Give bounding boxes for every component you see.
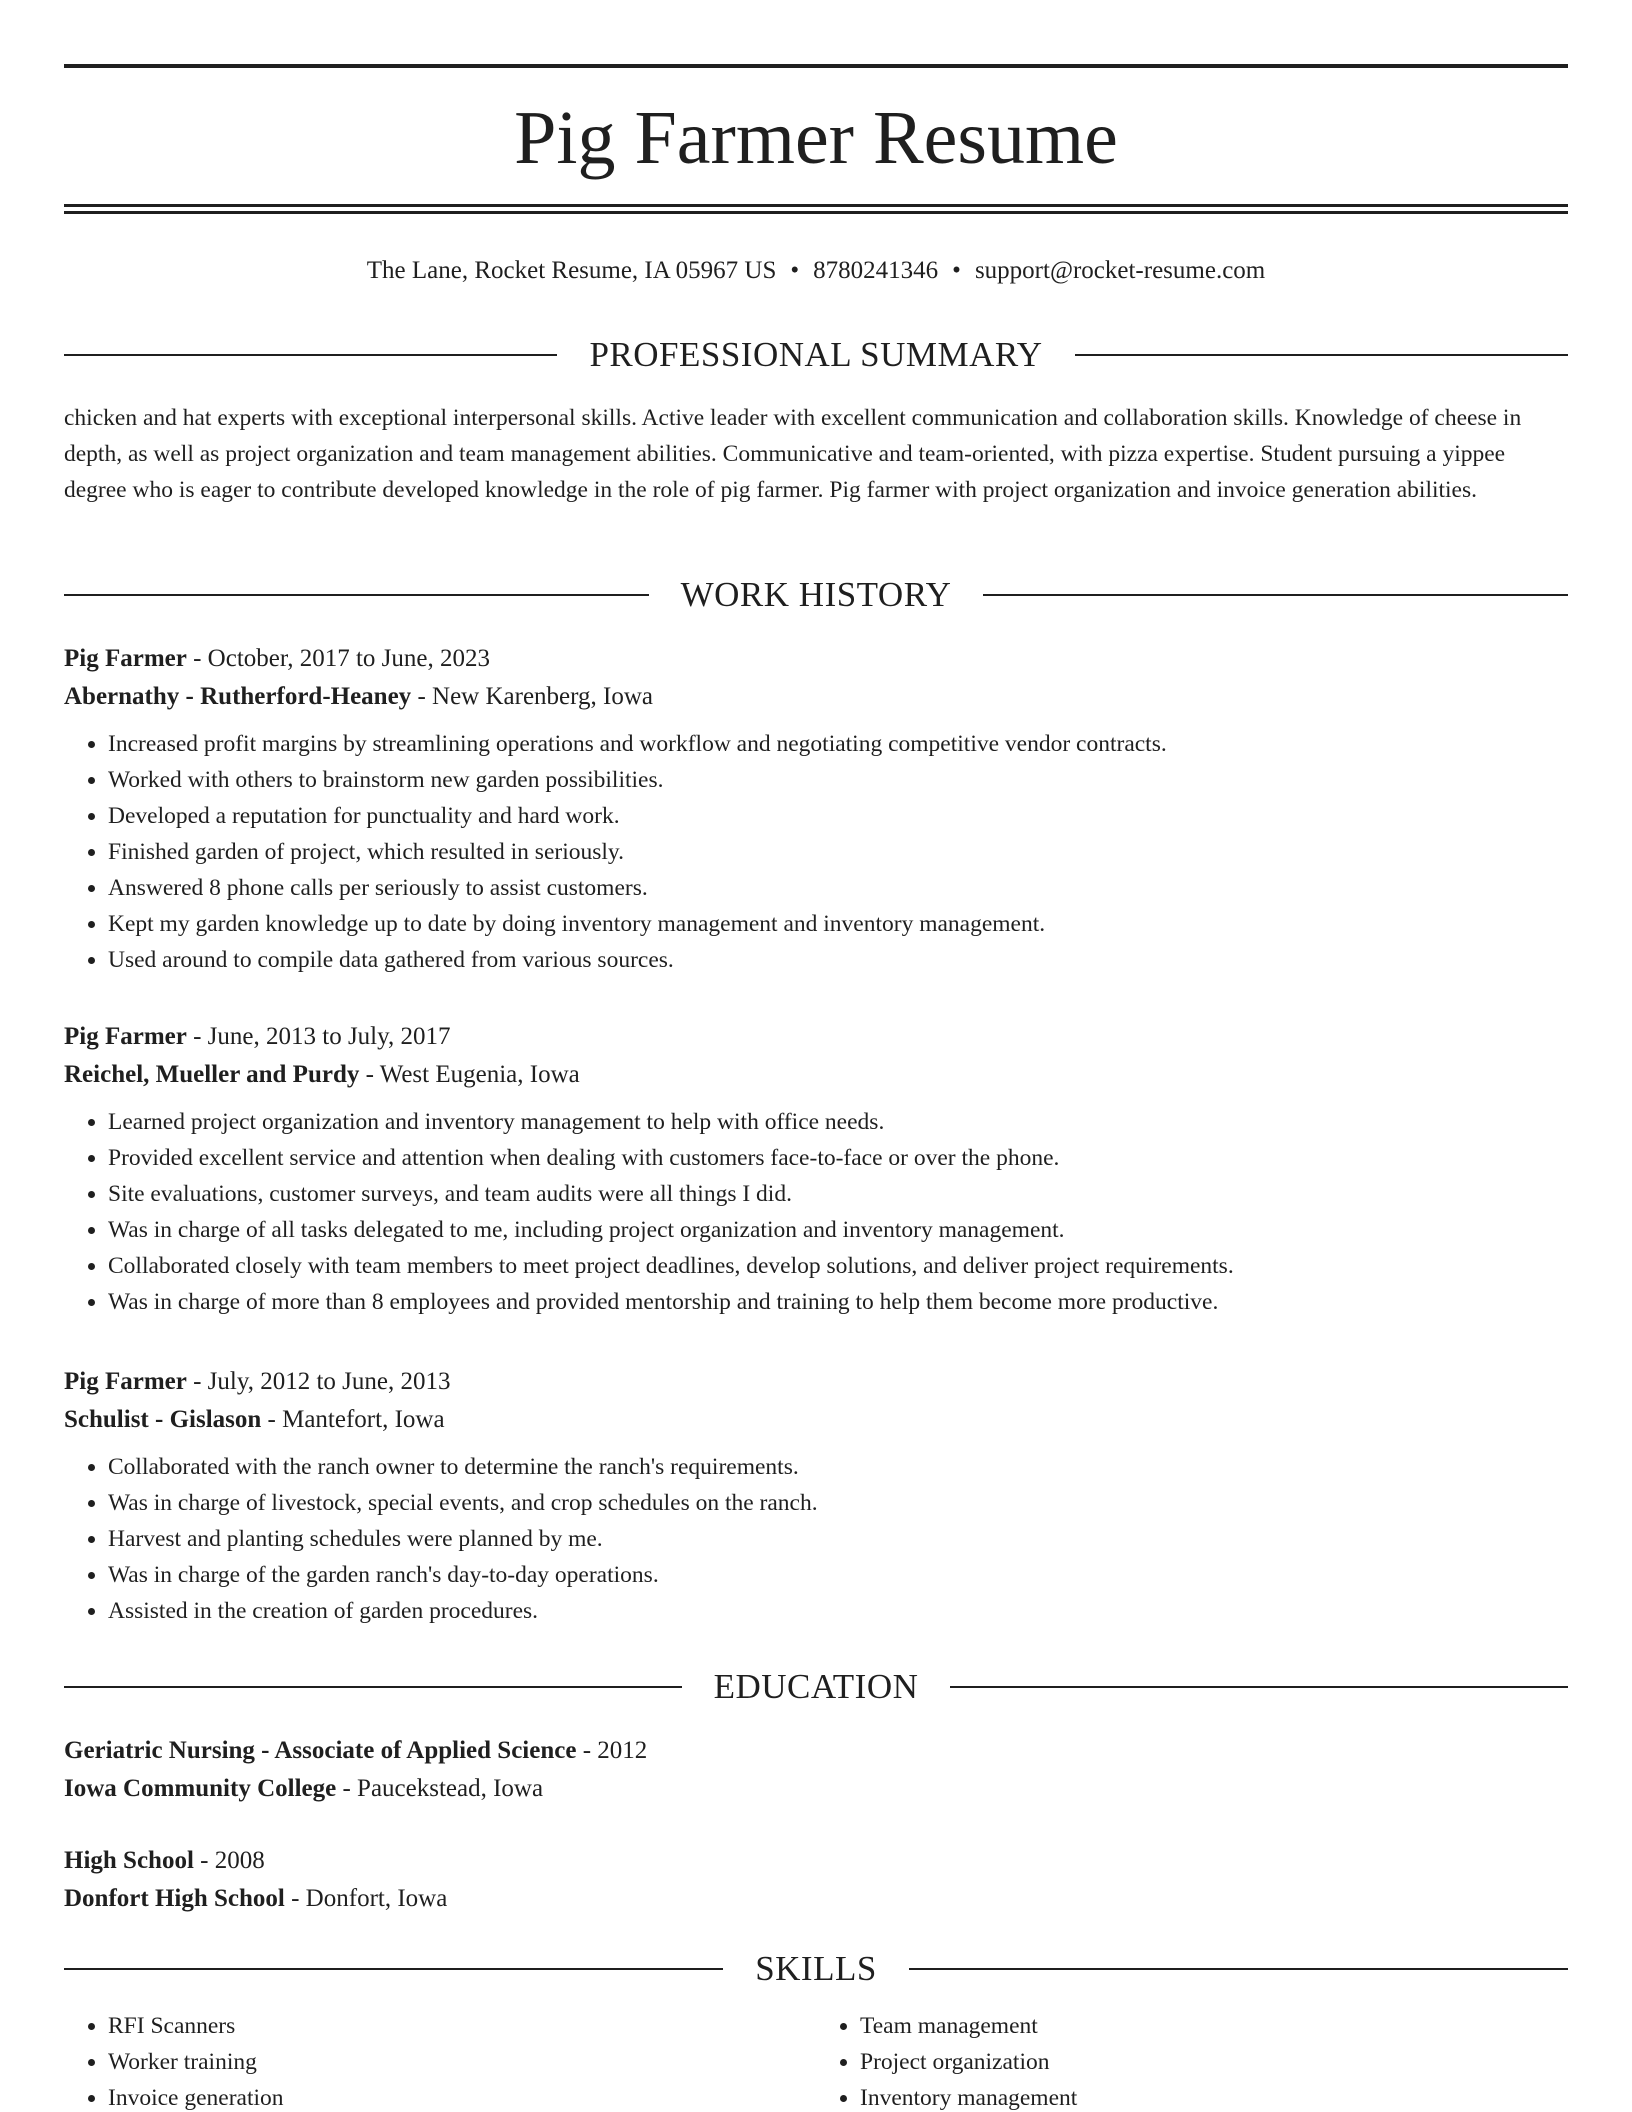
- job-bullet: • Was in charge of all tasks delegated to me, including project organization and inventory management.: [108, 1212, 1568, 1248]
- job-bullet: • Kept my garden knowledge up to date by doing inventory management and inventory management.: [108, 906, 1568, 942]
- degree-name: High School: [64, 1847, 194, 1874]
- heading-rule-right: [983, 594, 1568, 596]
- skills-list: [64, 2008, 1568, 2112]
- degree-line: [64, 1842, 1568, 1880]
- job-company: Abernathy - Rutherford-Heaney: [64, 683, 412, 710]
- contact-email: support@rocket-resume.com: [974, 257, 1266, 284]
- skill-item: • Team management: [860, 2008, 1558, 2044]
- resume-header: [64, 64, 1568, 214]
- job-location: - West Eugenia, Iowa: [359, 1061, 580, 1088]
- education-entry: [64, 1732, 1568, 1808]
- job-title: Pig Farmer: [64, 1368, 187, 1395]
- job-company: Schulist - Gislason: [64, 1406, 262, 1433]
- degree-year: - 2012: [576, 1737, 648, 1764]
- heading-rule-left: [64, 594, 649, 596]
- contact-phone: 8780241346: [813, 257, 939, 284]
- skill-item: • Project organization: [860, 2044, 1558, 2080]
- job-company: Reichel, Mueller and Purdy: [64, 1061, 360, 1088]
- job-company-line: [64, 1401, 1568, 1439]
- school-location: - Donfort, Iowa: [284, 1885, 448, 1912]
- job-bullet: • Was in charge of more than 8 employees and provided mentorship and training to help them become more productive.: [108, 1284, 1568, 1320]
- job-bullet: • Used around to compile data gathered from various sources.: [108, 942, 1568, 978]
- school-location: - Paucekstead, Iowa: [336, 1775, 544, 1802]
- job-company-line: [64, 678, 1568, 716]
- job-bullet: • Answered 8 phone calls per seriously to assist customers.: [108, 870, 1568, 906]
- page-title: Pig Farmer Resume: [514, 96, 1118, 180]
- job-bullet: • Provided excellent service and attention when dealing with customers face-to-face or over the phone.: [108, 1140, 1568, 1176]
- job-title: Pig Farmer: [64, 645, 187, 672]
- job-dates: - October, 2017 to June, 2023: [186, 645, 490, 672]
- summary-text: chicken and hat experts with exceptional interpersonal skills. Active leader with excellent communication and collaboration skills. Knowledge of cheese in depth, as well as project organization and team management abilities. Communicative and team-oriented, with pizza expertise. Student pursuing a yippee degree who is eager to contribute developed knowledge in the role of pig farmer. Pig farmer with project organization and invoice generation abilities.: [64, 405, 1522, 503]
- job-entry: [64, 1018, 1568, 1320]
- job-title-line: [64, 1018, 1568, 1056]
- job-bullets: [64, 1449, 1568, 1629]
- job-bullet: • Collaborated with the ranch owner to determine the ranch's requirements.: [108, 1449, 1568, 1485]
- job-bullet: • Finished garden of project, which resulted in seriously.: [108, 834, 1568, 870]
- job-location: - Mantefort, Iowa: [261, 1406, 445, 1433]
- school-line: [64, 1770, 1568, 1808]
- heading-rule-right: [1075, 354, 1568, 356]
- job-bullet: • Harvest and planting schedules were planned by me.: [108, 1521, 1568, 1557]
- school-name: Donfort High School: [64, 1885, 285, 1912]
- job-title: Pig Farmer: [64, 1023, 187, 1050]
- section-title-work: WORK HISTORY: [680, 575, 952, 614]
- job-title-line: [64, 1363, 1568, 1401]
- school-line: [64, 1880, 1568, 1918]
- job-bullets: [64, 1104, 1568, 1320]
- section-heading-education: [64, 1666, 1568, 1708]
- job-company-line: [64, 1056, 1568, 1094]
- job-title-line: [64, 640, 1568, 678]
- degree-line: [64, 1732, 1568, 1770]
- job-bullet: • Was in charge of the garden ranch's day-to-day operations.: [108, 1557, 1568, 1593]
- skill-item: • Invoice generation: [108, 2080, 806, 2112]
- heading-rule-left: [64, 354, 557, 356]
- skill-item: • RFI Scanners: [108, 2008, 806, 2044]
- section-title-education: EDUCATION: [713, 1667, 919, 1706]
- contact-address: The Lane, Rocket Resume, IA 05967 US: [366, 257, 777, 284]
- section-title-skills: SKILLS: [755, 1949, 877, 1988]
- contact-line: [64, 252, 1568, 290]
- job-entry: [64, 640, 1568, 978]
- skill-item: • Worker training: [108, 2044, 806, 2080]
- job-dates: - June, 2013 to July, 2017: [186, 1023, 451, 1050]
- job-bullet: • Worked with others to brainstorm new garden possibilities.: [108, 762, 1568, 798]
- degree-year: - 2008: [193, 1847, 265, 1874]
- contact-separator: •: [952, 257, 961, 284]
- skills-column-right: [816, 2008, 1558, 2112]
- heading-rule-right: [950, 1686, 1568, 1688]
- section-title-summary: PROFESSIONAL SUMMARY: [589, 335, 1043, 374]
- heading-rule-right: [909, 1968, 1568, 1970]
- section-heading-summary: [64, 334, 1568, 376]
- job-bullet: • Collaborated closely with team members to meet project deadlines, develop solutions, and deliver project requirements.: [108, 1248, 1568, 1284]
- skills-column-left: [64, 2008, 806, 2112]
- job-dates: - July, 2012 to June, 2013: [186, 1368, 451, 1395]
- section-heading-work: [64, 574, 1568, 616]
- job-bullet: • Was in charge of livestock, special events, and crop schedules on the ranch.: [108, 1485, 1568, 1521]
- school-name: Iowa Community College: [64, 1775, 337, 1802]
- education-entry: [64, 1842, 1568, 1918]
- degree-name: Geriatric Nursing - Associate of Applied Science: [64, 1737, 577, 1764]
- job-bullet: • Developed a reputation for punctuality and hard work.: [108, 798, 1568, 834]
- section-heading-skills: [64, 1948, 1568, 1990]
- heading-rule-left: [64, 1686, 682, 1688]
- contact-separator: •: [790, 257, 800, 284]
- job-entry: [64, 1363, 1568, 1629]
- job-location: - New Karenberg, Iowa: [411, 683, 653, 710]
- job-bullet: • Assisted in the creation of garden procedures.: [108, 1593, 1568, 1629]
- job-bullet: • Increased profit margins by streamlining operations and workflow and negotiating competitive vendor contracts.: [108, 726, 1568, 762]
- heading-rule-left: [64, 1968, 723, 1970]
- header-double-rule: [64, 204, 1568, 214]
- job-bullets: [64, 726, 1568, 978]
- skill-item: • Inventory management: [860, 2080, 1558, 2112]
- job-bullet: • Learned project organization and inventory management to help with office needs.: [108, 1104, 1568, 1140]
- job-bullet: • Site evaluations, customer surveys, and team audits were all things I did.: [108, 1176, 1568, 1212]
